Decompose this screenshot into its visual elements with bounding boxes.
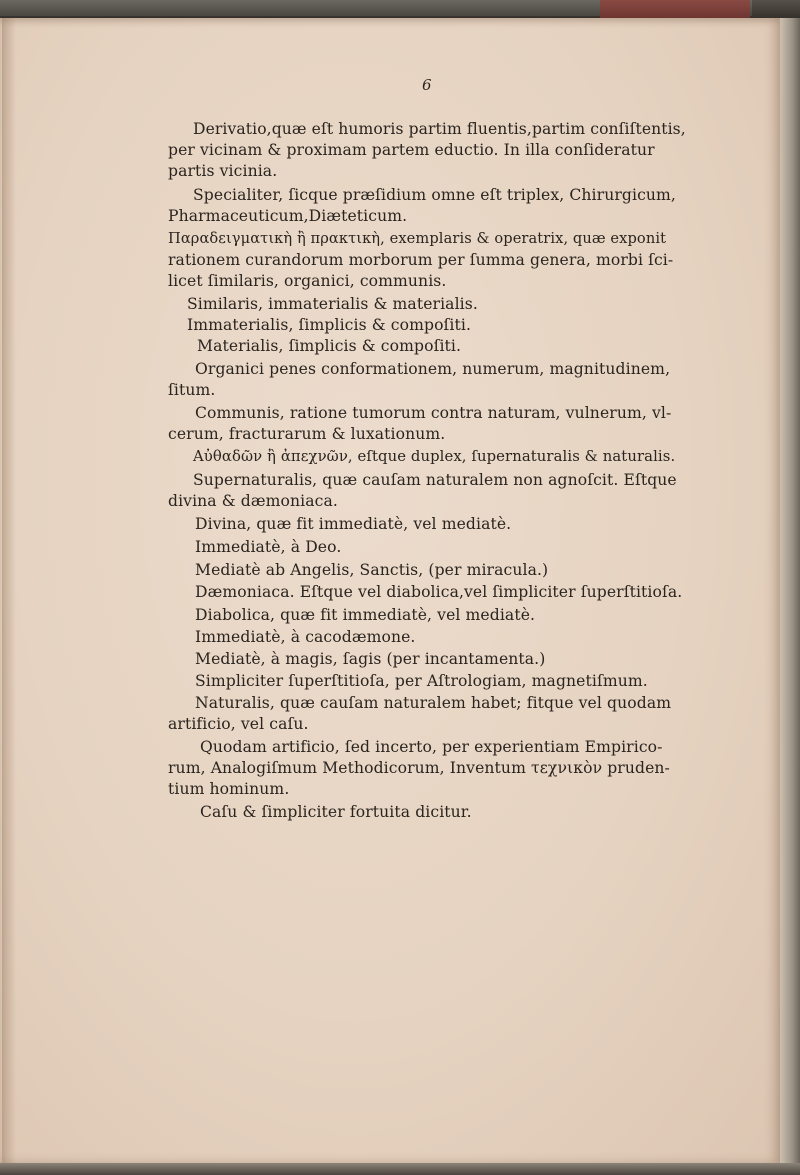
- text-line: Organici penes conformationem, numerum, magnitudinem,: [195, 360, 671, 378]
- text-line: Simpliciter ſuperſtitioſa, per Aſtrologiam, magnetiſmum.: [195, 672, 648, 690]
- text-line: Materialis, ſimplicis & compoſiti.: [197, 337, 462, 355]
- text-line: Divina, quæ fit immediatè, vel mediatè.: [195, 515, 512, 533]
- text-line: Caſu & ſimpliciter fortuita dicitur.: [200, 803, 472, 821]
- text-line: partis vicinia.: [168, 162, 278, 180]
- text-line: Quodam artificio, ſed incerto, per experientiam Empirico-: [200, 738, 663, 756]
- text-line: rum, Analogiſmum Methodicorum, Inventum τεχνικὸν pruden-: [168, 759, 670, 777]
- text-line: Mediatè, à magis, ſagis (per incantamenta.): [195, 650, 546, 668]
- text-line: Αὐθαδῶν ἢ ἀπεχνῶν, eſtque duplex, ſupernaturalis & naturalis.: [193, 448, 676, 465]
- text-line: Immaterialis, ſimplicis & compoſiti.: [187, 316, 472, 334]
- text-line: Mediatè ab Angelis, Sanctis, (per miracula.): [195, 561, 549, 579]
- text-line: Immediatè, à cacodæmone.: [195, 628, 416, 646]
- gutter-shadow: [2, 18, 16, 1163]
- text-line: Communis, ratione tumorum contra naturam, vulnerum, vl-: [195, 404, 672, 422]
- text-line: Παραδειγματικὴ ἢ πρακτικὴ, exemplaris & operatrix, quæ exponit: [168, 230, 667, 247]
- text-line: Pharmaceuticum,Diæteticum.: [168, 207, 408, 225]
- book-bottom-edge: [0, 1163, 800, 1175]
- text-line: licet ſimilaris, organici, communis.: [168, 272, 447, 290]
- text-line: rationem curandorum morborum per ſumma genera, morbi ſci-: [168, 251, 674, 269]
- text-line: Dæmoniaca. Eſtque vel diabolica,vel ſimpliciter ſuperſtitioſa.: [195, 583, 683, 601]
- text-line: Diabolica, quæ fit immediatè, vel mediatè.: [195, 606, 536, 624]
- fore-edge: [780, 18, 800, 1175]
- text-line: Immediatè, à Deo.: [195, 538, 342, 556]
- text-line: per vicinam & proximam partem eductio. In illa conſideratur: [168, 141, 655, 159]
- text-line: ſitum.: [168, 381, 216, 399]
- text-line: tium hominum.: [168, 780, 290, 798]
- text-line: Supernaturalis, quæ cauſam naturalem non agnoſcit. Eſtque: [193, 471, 677, 489]
- text-line: divina & dæmoniaca.: [168, 492, 338, 510]
- text-line: Specialiter, ſicque præſidium omne eſt triplex, Chirurgicum,: [193, 186, 676, 204]
- book-page: [0, 18, 780, 1163]
- binding-ribbon: [600, 0, 750, 20]
- text-line: Similaris, immaterialis & materialis.: [187, 295, 478, 313]
- text-line: cerum, fracturarum & luxationum.: [168, 425, 446, 443]
- text-line: Naturalis, quæ cauſam naturalem habet; fitque vel quodam: [195, 694, 672, 712]
- page-number: 6: [422, 76, 432, 94]
- text-line: artificio, vel caſu.: [168, 715, 309, 733]
- text-line: Derivatio,quæ eſt humoris partim fluentis,partim conſiſtentis,: [193, 120, 686, 138]
- page-text: [0, 18, 780, 1163]
